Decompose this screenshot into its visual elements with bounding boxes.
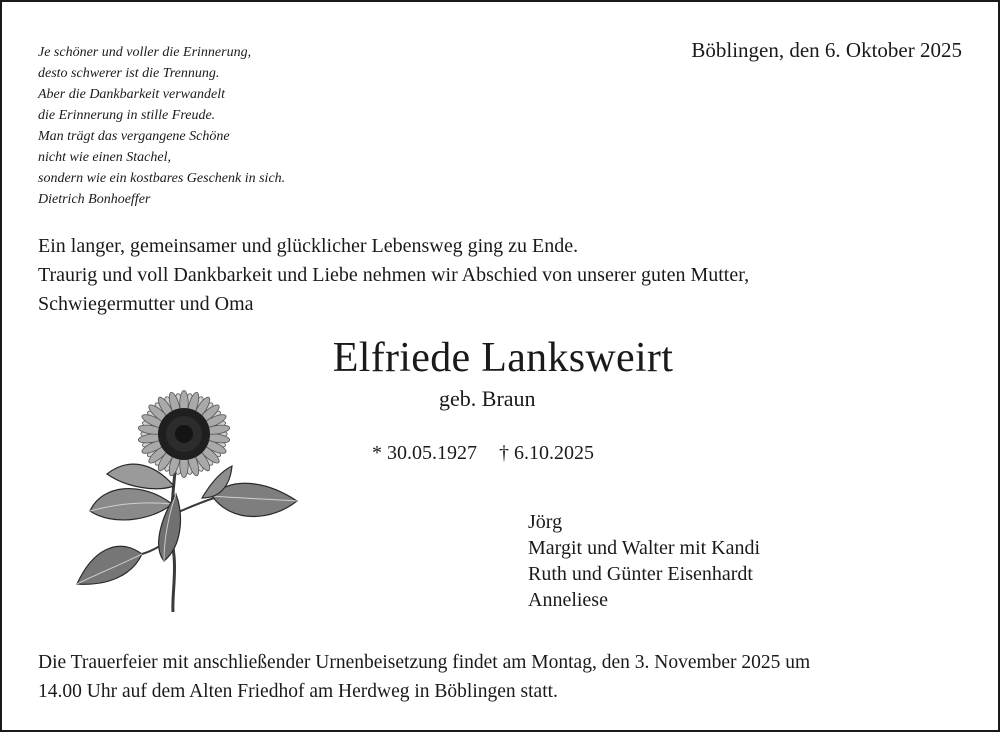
- intro-line: Schwiegermutter und Oma: [38, 293, 254, 315]
- family-member: Anneliese: [528, 589, 608, 611]
- quote-line: Aber die Dankbarkeit verwandelt: [38, 87, 226, 102]
- intro-line: Traurig und voll Dankbarkeit und Liebe nehmen wir Abschied von unserer guten Mutter,: [38, 264, 750, 286]
- quote-line: Je schöner und voller die Erinnerung,: [38, 45, 252, 60]
- quote-line: sondern wie ein kostbares Geschenk in sich.: [38, 171, 286, 186]
- service-info: [38, 648, 810, 706]
- quote-line: desto schwerer ist die Trennung.: [38, 66, 220, 81]
- intro-text: [38, 232, 749, 319]
- quote-line: die Erinnerung in stille Freude.: [38, 108, 216, 123]
- sunflower-icon: [72, 386, 304, 616]
- quote-author: Dietrich Bonhoeffer: [38, 192, 151, 207]
- quote-line: nicht wie einen Stachel,: [38, 150, 171, 165]
- birth-date: * 30.05.1927: [372, 442, 477, 464]
- quote-line: Man trägt das vergangene Schöne: [38, 129, 230, 144]
- maiden-name: geb. Braun: [439, 386, 536, 411]
- family-member: Jörg: [528, 511, 563, 533]
- dateline: Böblingen, den 6. Oktober 2025: [691, 38, 962, 62]
- family-member: Ruth und Günter Eisenhardt: [528, 563, 753, 585]
- service-line: Die Trauerfeier mit anschließender Urnenbeisetzung findet am Montag, den 3. November 2025 um: [38, 652, 811, 673]
- family-member: Margit und Walter mit Kandi: [528, 537, 761, 559]
- service-line: 14.00 Uhr auf dem Alten Friedhof am Herdweg in Böblingen statt.: [38, 681, 558, 702]
- death-date: † 6.10.2025: [499, 442, 594, 464]
- deceased-name: Elfriede Lanksweirt: [332, 335, 674, 381]
- family-list: [528, 509, 760, 613]
- quote-block: [38, 42, 285, 210]
- intro-line: Ein langer, gemeinsamer und glücklicher Lebensweg ging zu Ende.: [38, 235, 579, 257]
- life-dates: [372, 442, 594, 465]
